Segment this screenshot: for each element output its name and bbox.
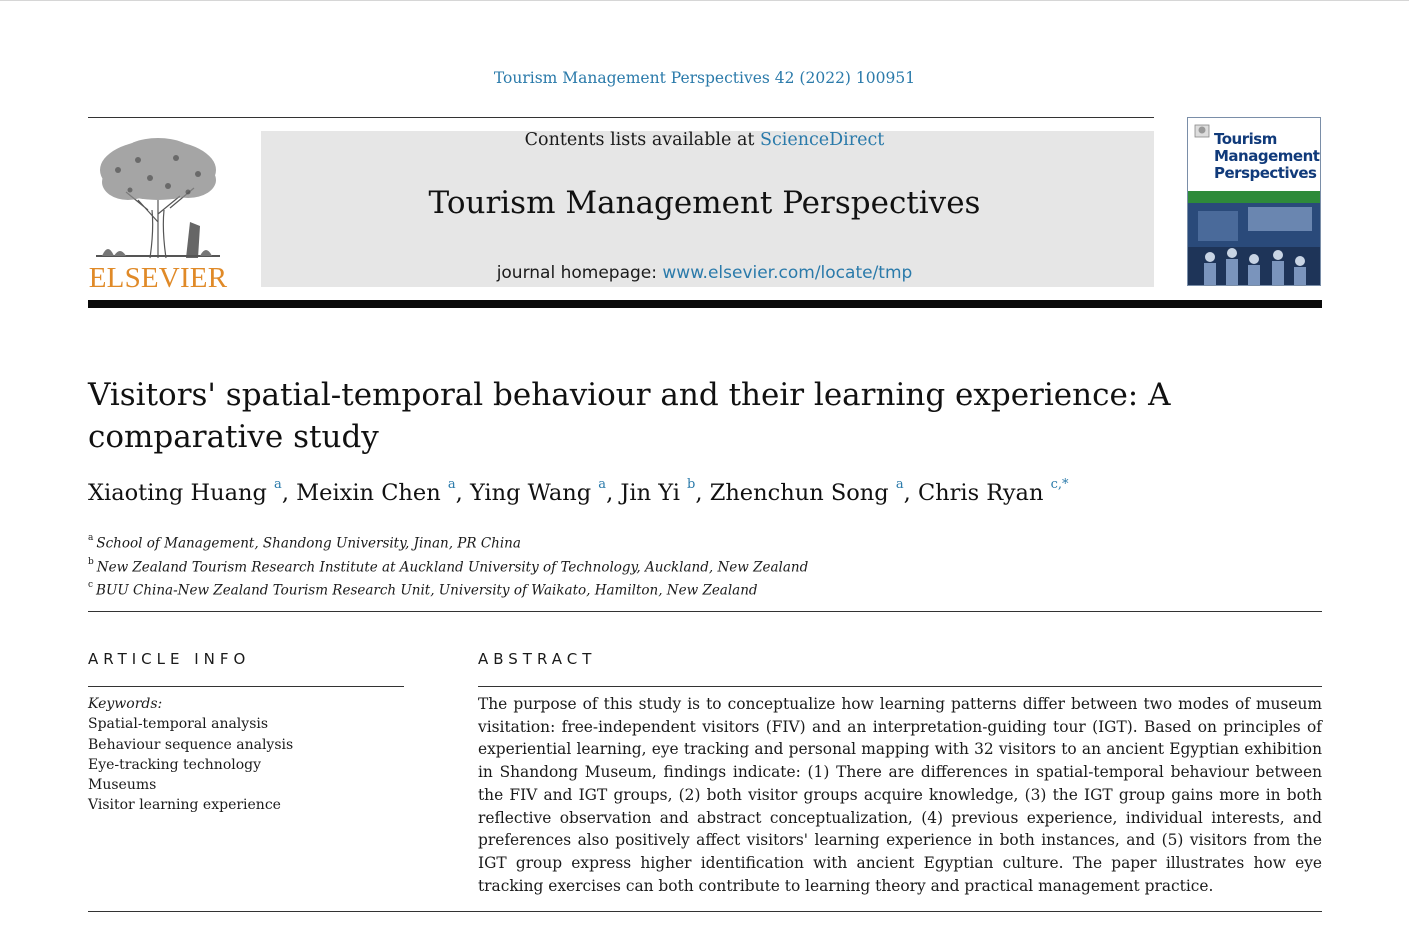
- author-name: Jin Yi: [620, 480, 680, 506]
- keyword-item: Museums: [88, 777, 157, 794]
- affiliation-key: a: [88, 533, 94, 543]
- affiliation-key: b: [88, 556, 94, 567]
- author-affiliation-link[interactable]: a: [598, 476, 607, 492]
- elsevier-wordmark: ELSEVIER: [88, 262, 228, 294]
- author-affiliation-link[interactable]: a: [895, 476, 904, 492]
- keyword-item: Eye-tracking technology: [88, 756, 262, 773]
- cover-photo: [1188, 191, 1321, 286]
- affiliation-item: [88, 530, 1288, 554]
- author-name: Ying Wang: [469, 480, 592, 506]
- header-rule: [88, 117, 1154, 118]
- cover-publisher-icon: [1194, 124, 1210, 138]
- keyword-item: Visitor learning experience: [88, 797, 281, 814]
- author-affiliation-link[interactable]: a: [274, 476, 282, 492]
- page-top-border: [0, 0, 1409, 1]
- affiliation-key: c: [88, 580, 94, 590]
- journal-title: Tourism Management Perspectives: [428, 185, 981, 221]
- cover-title: [1214, 131, 1318, 182]
- author-list: Xiaoting Huang $^a$, Meixin Chen $^a$, Ying Wang $^a$, Jin Yi $^b$, Zhenchun Song $^a$, Chris Ryan $^{c,*}$: [88, 476, 1069, 506]
- keyword-item: Spatial-temporal analysis: [88, 716, 269, 733]
- bottom-rule: [88, 911, 1322, 912]
- affiliation-list: [88, 530, 1288, 601]
- journal-homepage-link[interactable]: www.elsevier.com/locate/tmp: [662, 263, 913, 283]
- cover-title-line: Management: [1214, 147, 1320, 165]
- abstract-text: The purpose of this study is to conceptualize how learning patterns differ between two modes of museum visitation: free-independent visitors (FIV) and an interpretation-guiding tour (IGT). Based on principles of experiential learning, eye tracking and personal mapping with 32 visitors to an ancient Egyptian exhibition in Shandong Museum, findings indicate: (1) There are differences in spatial-temporal behaviour between the FIV and IGT groups, (2) both visitor groups acquire knowledge, (3) the IGT group gains more in both reflective observation and abstract conceptualization, (4) previous experience, individual interests, and preferences also positively affect visitors' learning experience in both instances, and (5) visitors from the IGT group express higher identification with ancient Egyptian culture. The paper illustrates how eye tracking exercises can both contribute to learning theory and practical management practice.: [478, 695, 1322, 895]
- homepage-prefix: journal homepage:: [496, 263, 663, 283]
- keywords-list: [88, 694, 404, 816]
- journal-citation-link[interactable]: Tourism Management Perspectives 42 (2022) 100951: [493, 69, 916, 87]
- author-name: Meixin Chen: [296, 480, 441, 506]
- contents-prefix: Contents lists available at: [524, 130, 760, 150]
- author-name: Zhenchun Song: [709, 480, 889, 506]
- keyword-item: Behaviour sequence analysis: [88, 736, 294, 753]
- journal-cover-image: [1187, 117, 1321, 286]
- affiliation-text: School of Management, Shandong University, Jinan, PR China: [96, 535, 521, 552]
- cover-title-line: Perspectives: [1214, 164, 1317, 182]
- abstract-rule: [478, 686, 1322, 687]
- section-rule: [88, 611, 1322, 612]
- author-affiliation-link[interactable]: a: [447, 476, 456, 492]
- affiliation-item: [88, 554, 1288, 578]
- keywords-label: Keywords:: [88, 696, 163, 712]
- article-info-heading: ARTICLE INFO: [88, 650, 251, 668]
- article-title: Visitors' spatial-temporal behaviour and their learning experience: A comparative study: [88, 377, 1171, 455]
- affiliation-item: [88, 577, 1288, 601]
- masthead-thick-rule: [88, 300, 1322, 308]
- article-info-rule: [88, 686, 404, 687]
- author-affiliation-link[interactable]: c,*: [1050, 476, 1069, 492]
- abstract-heading: ABSTRACT: [478, 650, 597, 668]
- author-affiliation-link[interactable]: b: [687, 476, 696, 492]
- affiliation-text: BUU China-New Zealand Tourism Research Unit, University of Waikato, Hamilton, New Zealand: [96, 582, 758, 599]
- author-name: Chris Ryan: [917, 480, 1044, 506]
- sciencedirect-link[interactable]: ScienceDirect: [759, 130, 885, 150]
- cover-title-line: Tourism: [1214, 130, 1277, 148]
- author-name: Xiaoting Huang: [88, 480, 267, 506]
- affiliation-text: New Zealand Tourism Research Institute at Auckland University of Technology, Auckland, New Zealand: [96, 559, 809, 575]
